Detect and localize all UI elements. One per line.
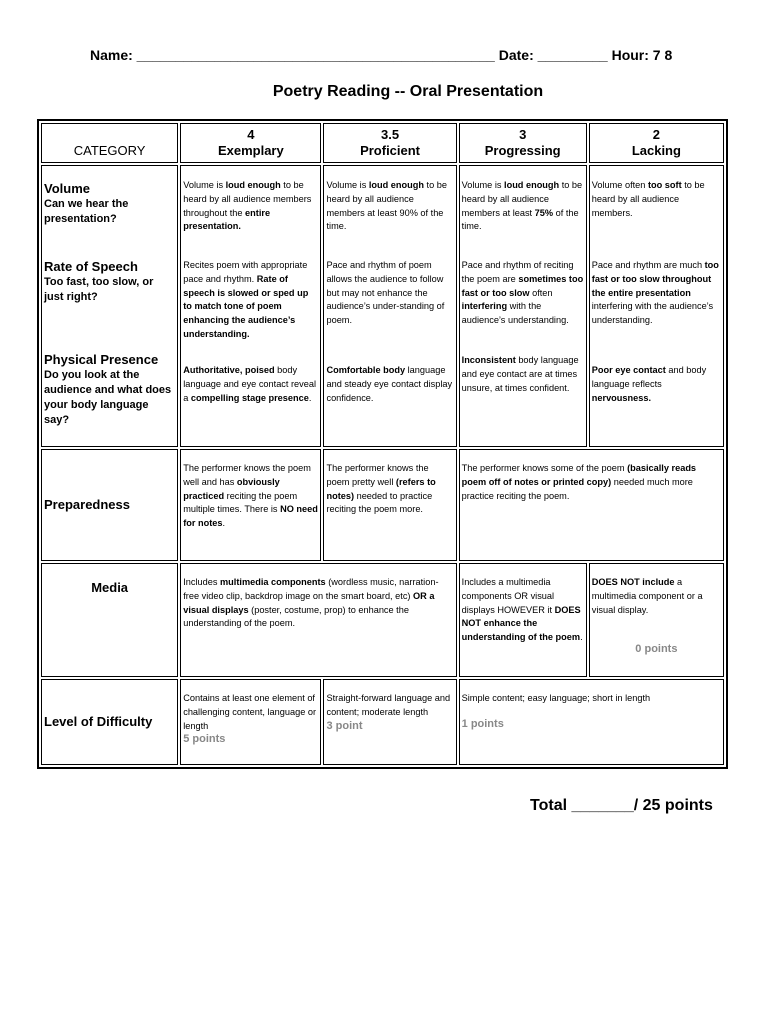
descriptor — [592, 576, 721, 617]
descriptor — [183, 576, 453, 631]
descriptor-text: Contains at least one element of challenging content, language or length — [183, 693, 317, 731]
category-title: Media — [91, 580, 129, 595]
header-label: Proficient — [360, 143, 421, 158]
category-title: Volume — [44, 181, 90, 196]
descriptor — [183, 354, 318, 405]
descriptor-text: Includes — [183, 577, 220, 587]
category-title: Level of Difficulty — [44, 714, 153, 729]
descriptor-text: (poster, costume, prop) to enhance the understanding of the poem. — [183, 604, 409, 629]
emphasis-text: too fast or too slow throughout the entire presentation — [591, 260, 719, 298]
descriptor-text: Volume often — [591, 180, 648, 190]
category-subtitle: Can we hear the presentation? — [44, 198, 129, 225]
descriptor — [326, 692, 453, 720]
header-label: Progressing — [484, 143, 561, 158]
descriptor-text: (wordless music, narration-free video clip, backdrop image on the smart board, etc) — [183, 577, 439, 601]
progressing-cell — [459, 165, 587, 447]
descriptor — [462, 462, 721, 503]
progressing-lacking-cell — [459, 449, 724, 561]
descriptor-text: body language and eye contact reveal a — [183, 365, 317, 403]
descriptor-text: body language and eye contact are at times unsure, at times confident. — [461, 355, 579, 393]
header-proficient — [323, 123, 456, 163]
category-title: Preparedness — [44, 497, 130, 512]
lacking-cell — [589, 563, 724, 677]
category-cell-media — [41, 563, 178, 677]
proficient-cell — [323, 165, 456, 447]
category-cell-preparedness — [41, 449, 178, 561]
exemplary-proficient-cell — [180, 563, 456, 677]
points-label: 5 points — [183, 733, 226, 746]
descriptor-text: with the audience’s understanding. — [461, 301, 569, 326]
descriptor — [183, 692, 318, 733]
descriptor-text: to be heard by all audience members. — [591, 180, 705, 218]
rubric-table — [37, 119, 728, 769]
descriptor — [592, 169, 721, 259]
descriptor-text: and body language reflects — [591, 365, 707, 389]
emphasis-text: (refers to notes) — [326, 476, 436, 501]
lacking-cell — [589, 165, 724, 447]
descriptor-text: reciting the poem multiple times. There is — [183, 490, 298, 515]
descriptor — [462, 169, 584, 259]
descriptor — [326, 462, 453, 517]
header-score: 3.5 — [381, 127, 400, 142]
emphasis-text: DOES NOT include — [591, 577, 675, 587]
header-score: 4 — [247, 127, 255, 142]
descriptor — [183, 462, 318, 531]
emphasis-text: DOES NOT enhance the understanding of the poem — [461, 604, 581, 643]
descriptor-text: Pace and rhythm of reciting the poem are — [461, 260, 574, 284]
category-subtitle: Do you look at the audience and what does your body language say? — [44, 369, 172, 426]
category-cell-volume-rate-presence — [41, 165, 178, 447]
emphasis-text: NO need for notes — [183, 504, 318, 529]
row-difficulty — [41, 679, 724, 765]
descriptor-text: Volume is — [183, 180, 226, 190]
descriptor-text: needed much more practice reciting the poem. — [461, 476, 693, 501]
emphasis-text: too soft — [647, 180, 682, 190]
descriptor-text: language and steady eye contact display confidence. — [326, 365, 453, 403]
descriptor — [462, 576, 584, 645]
emphasis-text: 75% — [534, 207, 554, 218]
descriptor-text: a multimedia component or a visual display. — [591, 577, 703, 615]
row-preparedness — [41, 449, 724, 561]
exemplary-cell — [180, 165, 321, 447]
points-label: 0 points — [635, 643, 678, 656]
descriptor-text: to be heard by all audience members at least 90% of the time. — [326, 180, 447, 232]
descriptor — [326, 169, 453, 259]
header-row — [41, 123, 724, 163]
descriptor-text: Volume is — [461, 180, 505, 190]
descriptor-text: Pace and rhythm of poem allows the audience to follow but may not enhance the audience’s under-standing of poem. — [326, 260, 445, 326]
descriptor-text: The performer knows the poem well and has — [183, 463, 311, 487]
emphasis-text: interfering — [461, 301, 508, 312]
total-score-line: Total _______/ 25 points — [530, 797, 713, 814]
header-label: Lacking — [631, 143, 681, 158]
proficient-cell — [323, 449, 456, 561]
descriptor-text: The performer knows the poem pretty well — [326, 463, 429, 487]
descriptor-text: often — [529, 287, 553, 298]
descriptor-text: The performer knows some of the poem — [461, 463, 628, 473]
emphasis-text: entire presentation. — [183, 207, 271, 232]
emphasis-text: loud enough — [225, 180, 281, 190]
points-label: 1 points — [461, 717, 504, 730]
descriptor-text: Volume is — [326, 180, 369, 190]
points-label: 3 point — [326, 719, 363, 732]
emphasis-text: multimedia components — [220, 577, 326, 587]
descriptor-text: to be heard by all audience members at least — [461, 180, 583, 218]
emphasis-text: Comfortable body — [326, 365, 406, 375]
descriptor — [462, 692, 721, 706]
category-title: Physical Presence — [44, 352, 159, 367]
page-title: Poetry Reading -- Oral Presentation — [272, 83, 544, 100]
header-lacking — [589, 123, 724, 163]
descriptor — [592, 259, 721, 354]
descriptor — [462, 354, 584, 395]
row-volume-rate-presence — [41, 165, 724, 447]
emphasis-text: Rate of speech is slowed or sped up to match tone of poem enhancing the audience’s understanding. — [183, 273, 309, 339]
header-score: 3 — [519, 127, 527, 142]
descriptor-text: . — [222, 518, 226, 529]
emphasis-text: loud enough — [368, 180, 424, 190]
descriptor-text: Simple content; easy language; short in length — [461, 693, 651, 703]
descriptor — [183, 169, 318, 259]
header-category: CATEGORY — [41, 123, 178, 163]
descriptor-text: of the time. — [461, 207, 579, 232]
descriptor-text: to be heard by all audience members throughout the — [183, 180, 312, 218]
descriptor — [326, 354, 453, 405]
descriptor-text: Includes a multimedia components OR visual displays HOWEVER it — [461, 577, 555, 615]
emphasis-text: Poor eye contact — [591, 365, 666, 375]
header-progressing — [459, 123, 587, 163]
emphasis-text: Authoritative, poised — [183, 365, 275, 375]
proficient-cell — [323, 679, 456, 765]
emphasis-text: loud enough — [504, 180, 560, 190]
descriptor-text: Straight-forward language and content; moderate length — [326, 693, 451, 717]
header-label: Exemplary — [217, 143, 284, 158]
emphasis-text: (basically reads poem off of notes or printed copy) — [461, 463, 697, 487]
emphasis-text: obviously practiced — [183, 476, 280, 501]
descriptor-text: . — [580, 632, 583, 643]
descriptor-text: . — [308, 392, 312, 403]
descriptor-text: interfering with the audience’s understanding. — [591, 301, 714, 326]
header-exemplary — [180, 123, 321, 163]
row-media — [41, 563, 724, 677]
descriptor-text: needed to practice reciting the poem more. — [326, 490, 433, 515]
emphasis-text: nervousness. — [591, 392, 651, 403]
name-date-hour-line: Name: ______________________________________________ Date: _________ Hour: 7 8 — [90, 47, 673, 63]
category-subtitle: Too fast, too slow, or just right? — [44, 276, 154, 303]
progressing-cell — [459, 563, 587, 677]
descriptor-text: Pace and rhythm are much — [591, 260, 705, 270]
descriptor — [326, 259, 453, 354]
descriptor — [462, 259, 584, 354]
progressing-lacking-cell — [459, 679, 724, 765]
exemplary-cell — [180, 449, 321, 561]
category-cell-difficulty — [41, 679, 178, 765]
emphasis-text: compelling stage presence — [190, 392, 309, 403]
emphasis-text: OR a visual displays — [183, 590, 435, 615]
header-score: 2 — [652, 127, 660, 142]
category-title: Rate of Speech — [44, 259, 138, 274]
descriptor — [592, 354, 721, 405]
exemplary-cell — [180, 679, 321, 765]
descriptor-text: Recites poem with appropriate pace and rhythm. — [183, 260, 308, 284]
emphasis-text: Inconsistent — [461, 355, 516, 365]
emphasis-text: sometimes too fast or too slow — [461, 273, 584, 298]
descriptor — [183, 259, 318, 354]
